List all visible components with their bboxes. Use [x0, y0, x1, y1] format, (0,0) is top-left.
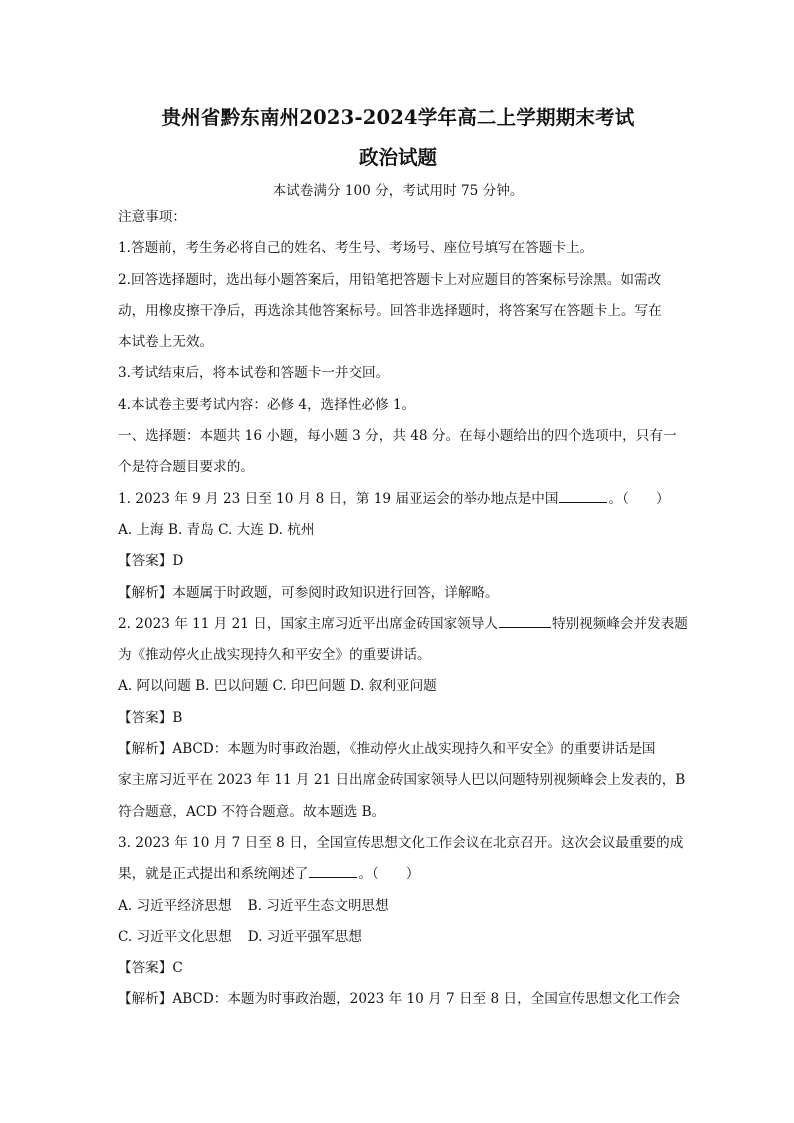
question-2-analysis-line-3: 符合题意，ACD 不符合题意。故本题选 B。 — [118, 803, 386, 820]
question-1-analysis: 【解析】本题属于时政题，可参阅时政知识进行回答，详解略。 — [118, 584, 499, 601]
question-2-analysis-line-2: 家主席习近平在 2023 年 11 月 21 日出席金砖国家领导人巴以问题特别视频峰会上发表的，B — [118, 772, 686, 789]
answer-blank — [309, 865, 357, 878]
question-3-analysis-line-1: 【解析】ABCD：本题为时事政治题，2023 年 10 月 7 日至 8 日，全国宣传思想文化工作会 — [118, 991, 681, 1008]
section-heading-line-2: 个是符合题目要求的。 — [118, 459, 254, 476]
note-1: 1.答题前，考生务必将自己的姓名、考生号、考场号、座位号填写在答题卡上。 — [118, 240, 594, 257]
q2-stem-text: 2. 2023 年 11 月 21 日，国家主席习近平出席金砖国家领导人 — [118, 615, 498, 632]
q2-stem-tail: 特别视频峰会并发表题 — [551, 615, 688, 632]
note-2-line-1: 2.回答选择题时，选出每小题答案后，用铅笔把答题卡上对应题目的答案标号涂黑。如需改 — [118, 271, 662, 288]
question-2-options: A. 阿以问题 B. 巴以问题 C. 印巴问题 D. 叙利亚问题 — [118, 678, 437, 695]
answer-blank — [559, 490, 607, 503]
question-3-answer: 【答案】C — [118, 960, 183, 977]
option-c: C. 习近平文化思想 — [118, 928, 232, 945]
question-3-options-row-2 — [118, 922, 678, 953]
notes-heading: 注意事项： — [118, 209, 186, 225]
option-a: A. 习近平经济思想 — [118, 897, 232, 914]
question-3-stem-line-1: 3. 2023 年 10 月 7 日至 8 日，全国宣传思想文化工作会议在北京召开。这次会议最重要的成 — [118, 834, 684, 851]
section-heading-line-1: 一、选择题：本题共 16 小题，每小题 3 分，共 48 分。在每小题给出的四个选项中，只有一 — [118, 428, 677, 445]
exam-meta: 本试卷满分 100 分，考试用时 75 分钟。 — [272, 183, 524, 199]
question-2-stem-line-2: 为《推动停火止战实现持久和平安全》的重要讲话。 — [118, 647, 431, 664]
question-1-options: A. 上海 B. 青岛 C. 大连 D. 杭州 — [118, 521, 315, 538]
question-1-answer: 【答案】D — [118, 553, 184, 570]
question-2-analysis-line-1: 【解析】ABCD：本题为时事政治题，《推动停火止战实现持久和平安全》的重要讲话是国 — [118, 741, 656, 758]
q1-stem-tail: 。（ ） — [608, 490, 670, 507]
q1-stem-text: 1. 2023 年 9 月 23 日至 10 月 8 日，第 19 届亚运会的举办地点是中国 — [118, 490, 559, 507]
q3-stem-tail: 。（ ） — [358, 866, 420, 883]
page-subtitle: 政治试题 — [358, 146, 437, 169]
option-d: D. 习近平强军思想 — [247, 928, 362, 945]
option-b: B. 习近平生态文明思想 — [247, 897, 389, 914]
question-2-stem-line-1 — [118, 609, 688, 640]
page-title: 贵州省黔东南州2023-2024学年高二上学期期末考试 — [161, 106, 635, 129]
note-4: 4.本试卷主要考试内容：必修 4，选择性必修 1。 — [118, 396, 416, 413]
document-body — [118, 103, 688, 1016]
question-3-stem-line-2 — [118, 859, 678, 890]
note-2-line-2: 动，用橡皮擦干净后，再选涂其他答案标号。回答非选择题时，将答案写在答题卡上。写在 — [118, 302, 662, 319]
q3-stem-text: 果，就是正式提出和系统阐述了 — [118, 866, 309, 883]
answer-blank — [499, 615, 551, 628]
note-3: 3.考试结束后，将本试卷和答题卡一并交回。 — [118, 365, 390, 382]
note-2-line-3: 本试卷上无效。 — [118, 334, 214, 351]
question-1-stem — [118, 484, 678, 515]
question-3-options-row-1 — [118, 891, 678, 922]
question-2-answer: 【答案】B — [118, 709, 183, 726]
